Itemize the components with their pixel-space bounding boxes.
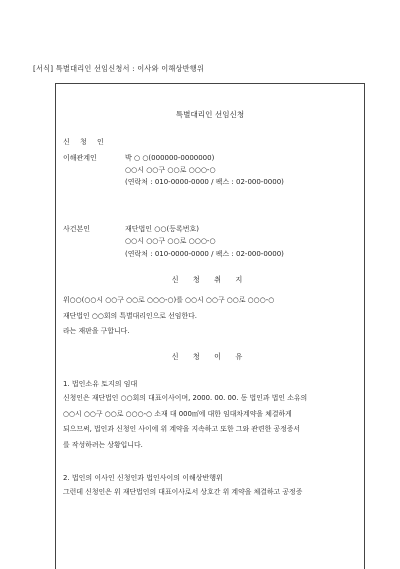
form-caption: [서식] 특별대리인 선임신청서 : 이사와 이해상반행위 <box>33 64 205 73</box>
purpose-line: 라는 재판을 구합니다. <box>63 327 130 335</box>
reasons-section2-title: 2. 법인의 이사인 신청인과 법인사이의 이해상반행위 <box>63 474 223 482</box>
reasons-line: 를 작성하려는 상황입니다. <box>63 440 143 449</box>
purpose-heading: 신 청 취 지 <box>171 275 249 284</box>
reasons-section2-paragraph <box>63 485 358 501</box>
reasons-line: 되으므써, 법인과 신청인 사이에 위 계약을 지속하고 또한 그와 관련한 공정증서 <box>63 425 301 433</box>
principal-address: ○○시 ○○구 ○○로 ○○○-○ <box>125 237 216 245</box>
reasons-line: 그런데 신청인은 위 재단법인의 대표이사로서 상호간 위 계약을 체결하고 공정증 <box>63 488 303 496</box>
principal-role-label: 사건본인 <box>63 225 91 233</box>
applicant-name: 박 ○ ○(000000-0000000) <box>125 154 215 162</box>
reasons-section1-paragraph <box>63 391 358 453</box>
purpose-line: 재단법인 ○○회의 특별대리인으로 선임한다. <box>63 311 197 320</box>
document-frame <box>55 83 365 569</box>
reasons-heading: 신 청 이 유 <box>171 352 249 361</box>
applicant-address: ○○시 ○○구 ○○로 ○○○-○ <box>125 166 216 174</box>
principal-contact: (연락처 : 010-0000-0000 / 팩스 : 02-000-0000) <box>125 250 284 258</box>
reasons-section1-title: 1. 법인소유 토지의 임대 <box>63 380 138 388</box>
document-title: 특별대리인 선임신청 <box>175 110 245 119</box>
applicant-contact: (연락처 : 010-0000-0000 / 팩스 : 02-000-0000) <box>125 178 284 186</box>
reasons-line: ○○시 ○○구 ○○로 ○○○-○ 소재 대 000㎡에 대한 임대차계약을 체결하게 <box>63 409 292 418</box>
applicant-role-label: 이해관계인 <box>63 154 97 162</box>
principal-name: 재단법인 ○○(등록번호) <box>125 225 199 233</box>
applicant-heading: 신 청 인 <box>63 138 108 146</box>
purpose-paragraph <box>63 293 358 340</box>
reasons-line: 신청인은 재단법인 ○○회의 대표이사이며, 2000. 00. 00. 동 법인과 법인 소유의 <box>63 394 308 402</box>
purpose-line: 위○○(○○시 ○○구 ○○로 ○○○-○)를 ○○시 ○○구 ○○로 ○○○-○ <box>63 296 275 304</box>
